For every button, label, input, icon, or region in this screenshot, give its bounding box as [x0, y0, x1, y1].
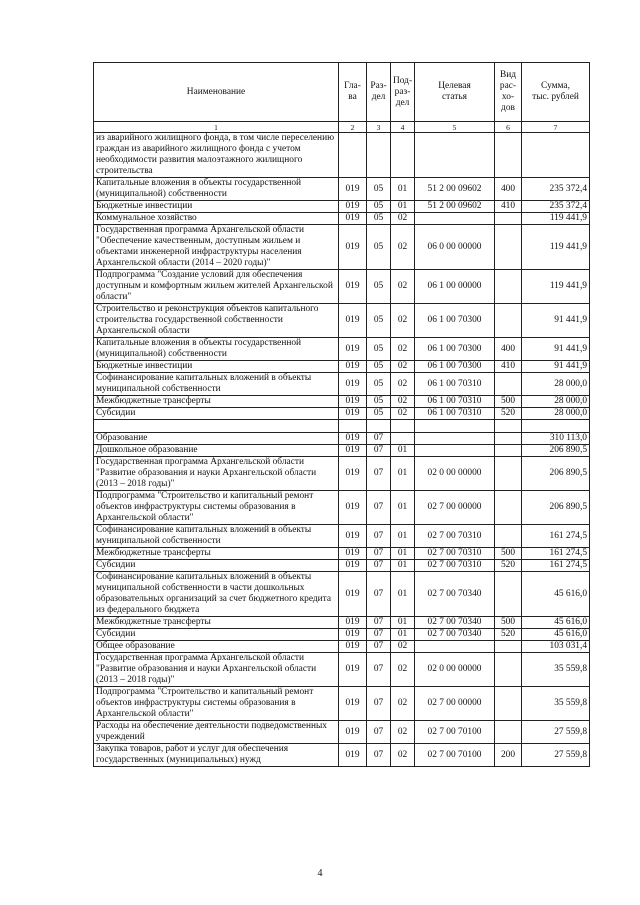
- column-header-line: Целевая: [438, 81, 471, 91]
- row-name: Капитальные вложения в объекты государственной (муниципальной) собственности: [94, 178, 339, 201]
- row-sum: 119 441,9: [522, 225, 590, 270]
- row-target-item: [415, 445, 495, 457]
- row-chapter: 019: [339, 225, 367, 270]
- column-header-line: Под-: [393, 75, 413, 86]
- column-number: 4: [391, 122, 415, 133]
- row-sum: 28 000,0: [522, 373, 590, 396]
- row-section: 07: [367, 617, 391, 629]
- row-expense-type: [495, 270, 522, 304]
- row-expense-type: [495, 373, 522, 396]
- row-sum: 35 559,8: [522, 653, 590, 687]
- row-section: 05: [367, 178, 391, 201]
- row-name: Софинансирование капитальных вложений в объекты муниципальной собственности: [94, 373, 339, 396]
- page-number: 4: [317, 868, 323, 879]
- row-subsection: 02: [391, 373, 415, 396]
- column-number: 7: [522, 122, 590, 133]
- row-expense-type: [495, 653, 522, 687]
- row-name: Государственная программа Архангельской области "Развитие образования и науки Архангельской области (2013 – 2018 годы)": [94, 653, 339, 687]
- row-chapter: 019: [339, 408, 367, 420]
- row-name: Подпрограмма "Создание условий для обеспечения доступным и комфортным жильем жителей Архангельской области": [94, 270, 339, 304]
- budget-table: [93, 62, 590, 767]
- row-subsection: 01: [391, 629, 415, 641]
- row-sum: [522, 133, 590, 178]
- row-target-item: 02 7 00 70340: [415, 617, 495, 629]
- row-chapter: 019: [339, 361, 367, 373]
- column-header: [367, 63, 391, 122]
- row-sum: 91 441,9: [522, 338, 590, 361]
- row-chapter: 019: [339, 270, 367, 304]
- row-subsection: 02: [391, 338, 415, 361]
- row-target-item: 02 0 00 00000: [415, 457, 495, 491]
- table-row: [94, 213, 590, 225]
- table-row: [94, 687, 590, 721]
- row-expense-type: [495, 687, 522, 721]
- column-number: 6: [495, 122, 522, 133]
- row-target-item: 02 7 00 70100: [415, 744, 495, 767]
- column-header: [94, 63, 339, 122]
- row-section: 05: [367, 213, 391, 225]
- column-header-line: раз-: [394, 86, 411, 97]
- table-header: [94, 63, 590, 133]
- row-target-item: [415, 133, 495, 178]
- row-chapter: 019: [339, 687, 367, 721]
- row-expense-type: 400: [495, 178, 522, 201]
- row-target-item: 02 0 00 00000: [415, 653, 495, 687]
- table-row: [94, 225, 590, 270]
- column-header: [522, 63, 590, 122]
- row-expense-type: 410: [495, 361, 522, 373]
- table-body: [94, 133, 590, 767]
- table-row: [94, 373, 590, 396]
- column-header-line: Вид: [499, 70, 517, 80]
- row-sum: 235 372,4: [522, 201, 590, 213]
- row-chapter: 019: [339, 396, 367, 408]
- row-subsection: 02: [391, 653, 415, 687]
- row-subsection: 02: [391, 721, 415, 744]
- row-expense-type: 500: [495, 617, 522, 629]
- table-row: [94, 361, 590, 373]
- row-name: Бюджетные инвестиции: [94, 361, 339, 373]
- row-name: Строительство и реконструкция объектов капитального строительства государственной собственности Архангельской области: [94, 304, 339, 338]
- table-row: [94, 338, 590, 361]
- row-name: из аварийного жилищного фонда, в том числе переселению граждан из аварийного жилищного фонда с учетом необходимости развития малоэтажного жилищного строительства: [94, 133, 339, 178]
- row-sum: 45 616,0: [522, 629, 590, 641]
- column-header-line: хо-: [501, 92, 515, 102]
- table-row: [94, 560, 590, 572]
- row-target-item: 06 1 00 70310: [415, 373, 495, 396]
- table-row: [94, 457, 590, 491]
- table-row: [94, 201, 590, 213]
- row-name: Расходы на обеспечение деятельности подведомственных учреждений: [94, 721, 339, 744]
- column-number-row: [94, 122, 590, 133]
- row-subsection: 01: [391, 457, 415, 491]
- row-expense-type: [495, 491, 522, 525]
- row-subsection: 02: [391, 641, 415, 653]
- table-row: [94, 653, 590, 687]
- row-expense-type: [495, 525, 522, 548]
- row-section: 07: [367, 457, 391, 491]
- row-target-item: 02 7 00 70310: [415, 548, 495, 560]
- row-sum: 119 441,9: [522, 270, 590, 304]
- table-row: [94, 304, 590, 338]
- row-expense-type: 520: [495, 629, 522, 641]
- row-sum: [522, 420, 590, 433]
- row-sum: 206 890,5: [522, 457, 590, 491]
- row-chapter: 019: [339, 653, 367, 687]
- row-section: 07: [367, 525, 391, 548]
- row-subsection: 02: [391, 213, 415, 225]
- row-sum: 45 616,0: [522, 617, 590, 629]
- row-sum: 35 559,8: [522, 687, 590, 721]
- row-target-item: 51 2 00 09602: [415, 201, 495, 213]
- row-section: 07: [367, 491, 391, 525]
- row-name: [94, 420, 339, 433]
- row-sum: 161 274,5: [522, 560, 590, 572]
- row-section: 07: [367, 572, 391, 617]
- row-section: 07: [367, 744, 391, 767]
- row-expense-type: 500: [495, 548, 522, 560]
- table-row: [94, 629, 590, 641]
- header-row: [94, 63, 590, 122]
- row-target-item: 02 7 00 00000: [415, 491, 495, 525]
- row-sum: 27 559,8: [522, 744, 590, 767]
- column-header-line: статья: [442, 92, 467, 102]
- table-row: [94, 270, 590, 304]
- row-chapter: 019: [339, 560, 367, 572]
- row-section: 05: [367, 338, 391, 361]
- row-section: [367, 133, 391, 178]
- row-section: 07: [367, 560, 391, 572]
- row-section: 07: [367, 653, 391, 687]
- row-chapter: 019: [339, 572, 367, 617]
- column-header-line: дов: [501, 103, 515, 113]
- row-chapter: 019: [339, 373, 367, 396]
- row-subsection: 01: [391, 560, 415, 572]
- table-row: [94, 744, 590, 767]
- row-chapter: 019: [339, 641, 367, 653]
- row-section: 07: [367, 445, 391, 457]
- row-target-item: [415, 433, 495, 445]
- table-row: [94, 396, 590, 408]
- column-header: [339, 63, 367, 122]
- row-chapter: 019: [339, 457, 367, 491]
- row-sum: 28 000,0: [522, 408, 590, 420]
- row-chapter: 019: [339, 213, 367, 225]
- row-expense-type: [495, 420, 522, 433]
- row-name: Субсидии: [94, 629, 339, 641]
- row-expense-type: [495, 225, 522, 270]
- row-name: Государственная программа Архангельской области "Обеспечение качественным, доступным жильем и объектами инженерной инфраструктуры населения Архангельской области (2014 – 2020 годы)": [94, 225, 339, 270]
- row-target-item: [415, 213, 495, 225]
- row-sum: 27 559,8: [522, 721, 590, 744]
- row-target-item: 06 0 00 00000: [415, 225, 495, 270]
- table-row: [94, 133, 590, 178]
- column-header-line: Раз-: [370, 81, 387, 91]
- table-row: [94, 420, 590, 433]
- row-chapter: 019: [339, 338, 367, 361]
- row-sum: 28 000,0: [522, 396, 590, 408]
- row-subsection: 01: [391, 445, 415, 457]
- row-name: Межбюджетные трансферты: [94, 548, 339, 560]
- row-name: Бюджетные инвестиции: [94, 201, 339, 213]
- row-section: 05: [367, 225, 391, 270]
- column-header-line: рас-: [499, 81, 517, 91]
- row-subsection: [391, 420, 415, 433]
- row-subsection: 02: [391, 270, 415, 304]
- row-subsection: 01: [391, 491, 415, 525]
- row-target-item: 51 2 00 09602: [415, 178, 495, 201]
- column-number: 2: [339, 122, 367, 133]
- row-subsection: 01: [391, 617, 415, 629]
- row-chapter: 019: [339, 491, 367, 525]
- table-row: [94, 572, 590, 617]
- row-chapter: 019: [339, 201, 367, 213]
- row-expense-type: 410: [495, 201, 522, 213]
- budget-table-sheet: [93, 62, 589, 767]
- row-sum: 161 274,5: [522, 525, 590, 548]
- row-sum: 235 372,4: [522, 178, 590, 201]
- row-subsection: 02: [391, 687, 415, 721]
- row-name: Подпрограмма "Строительство и капитальный ремонт объектов инфраструктуры системы образования в Архангельской области": [94, 491, 339, 525]
- row-chapter: 019: [339, 178, 367, 201]
- column-header-line: Сумма,: [541, 81, 570, 91]
- table-row: [94, 525, 590, 548]
- column-header-line: тыс. рублей: [532, 92, 579, 102]
- row-name: Субсидии: [94, 560, 339, 572]
- row-target-item: 02 7 00 70310: [415, 560, 495, 572]
- row-chapter: 019: [339, 445, 367, 457]
- row-sum: 161 274,5: [522, 548, 590, 560]
- row-subsection: 02: [391, 361, 415, 373]
- row-target-item: 02 7 00 00000: [415, 687, 495, 721]
- row-chapter: 019: [339, 525, 367, 548]
- row-subsection: 02: [391, 408, 415, 420]
- row-sum: 91 441,9: [522, 304, 590, 338]
- column-header: [391, 63, 415, 122]
- column-header: [415, 63, 495, 122]
- row-section: 05: [367, 408, 391, 420]
- row-name: Общее образование: [94, 641, 339, 653]
- row-section: 07: [367, 687, 391, 721]
- row-expense-type: [495, 721, 522, 744]
- column-header-line: дел: [395, 97, 410, 108]
- row-expense-type: [495, 445, 522, 457]
- row-target-item: [415, 420, 495, 433]
- row-target-item: 06 1 00 70300: [415, 304, 495, 338]
- row-expense-type: [495, 433, 522, 445]
- row-subsection: 02: [391, 225, 415, 270]
- row-section: 05: [367, 201, 391, 213]
- row-target-item: 06 1 00 70310: [415, 396, 495, 408]
- row-expense-type: 520: [495, 560, 522, 572]
- row-name: Подпрограмма "Строительство и капитальный ремонт объектов инфраструктуры системы образования в Архангельской области": [94, 687, 339, 721]
- row-chapter: 019: [339, 617, 367, 629]
- table-row: [94, 433, 590, 445]
- table-row: [94, 178, 590, 201]
- row-target-item: 02 7 00 70340: [415, 572, 495, 617]
- row-expense-type: [495, 213, 522, 225]
- row-subsection: 01: [391, 572, 415, 617]
- column-number: 1: [94, 122, 339, 133]
- row-section: 07: [367, 548, 391, 560]
- column-number: 5: [415, 122, 495, 133]
- row-section: 05: [367, 396, 391, 408]
- row-subsection: 01: [391, 201, 415, 213]
- row-chapter: 019: [339, 548, 367, 560]
- column-header: [495, 63, 522, 122]
- row-sum: 45 616,0: [522, 572, 590, 617]
- row-sum: 206 890,5: [522, 491, 590, 525]
- row-chapter: 019: [339, 721, 367, 744]
- row-target-item: 02 7 00 70100: [415, 721, 495, 744]
- row-target-item: 02 7 00 70310: [415, 525, 495, 548]
- row-name: Субсидии: [94, 408, 339, 420]
- row-section: 07: [367, 433, 391, 445]
- table-row: [94, 617, 590, 629]
- row-name: Государственная программа Архангельской области "Развитие образования и науки Архангельской области (2013 – 2018 годы)": [94, 457, 339, 491]
- row-expense-type: [495, 641, 522, 653]
- row-expense-type: 200: [495, 744, 522, 767]
- row-name: Коммунальное хозяйство: [94, 213, 339, 225]
- row-name: Образование: [94, 433, 339, 445]
- row-sum: 310 113,0: [522, 433, 590, 445]
- row-expense-type: [495, 457, 522, 491]
- row-subsection: 02: [391, 304, 415, 338]
- row-target-item: 06 1 00 70300: [415, 361, 495, 373]
- row-subsection: [391, 433, 415, 445]
- row-subsection: 01: [391, 525, 415, 548]
- row-name: Межбюджетные трансферты: [94, 396, 339, 408]
- row-chapter: [339, 133, 367, 178]
- row-section: 07: [367, 721, 391, 744]
- row-expense-type: [495, 572, 522, 617]
- row-chapter: [339, 420, 367, 433]
- row-name: Межбюджетные трансферты: [94, 617, 339, 629]
- row-target-item: 06 1 00 00000: [415, 270, 495, 304]
- row-expense-type: [495, 304, 522, 338]
- row-sum: 103 031,4: [522, 641, 590, 653]
- row-section: 05: [367, 304, 391, 338]
- row-section: 05: [367, 270, 391, 304]
- row-subsection: 01: [391, 178, 415, 201]
- row-chapter: 019: [339, 433, 367, 445]
- row-target-item: [415, 641, 495, 653]
- column-number: 3: [367, 122, 391, 133]
- row-chapter: 019: [339, 629, 367, 641]
- row-section: [367, 420, 391, 433]
- row-target-item: 06 1 00 70310: [415, 408, 495, 420]
- row-chapter: 019: [339, 744, 367, 767]
- column-header-line: ва: [348, 92, 357, 102]
- table-row: [94, 445, 590, 457]
- table-row: [94, 408, 590, 420]
- row-target-item: 02 7 00 70340: [415, 629, 495, 641]
- row-section: 07: [367, 641, 391, 653]
- row-expense-type: 500: [495, 396, 522, 408]
- row-sum: 206 890,5: [522, 445, 590, 457]
- row-subsection: 02: [391, 396, 415, 408]
- row-name: Закупка товаров, работ и услуг для обеспечения государственных (муниципальных) нужд: [94, 744, 339, 767]
- row-subsection: 02: [391, 744, 415, 767]
- table-row: [94, 491, 590, 525]
- row-expense-type: [495, 133, 522, 178]
- row-name: Софинансирование капитальных вложений в объекты муниципальной собственности: [94, 525, 339, 548]
- row-target-item: 06 1 00 70300: [415, 338, 495, 361]
- table-row: [94, 721, 590, 744]
- row-name: Софинансирование капитальных вложений в объекты муниципальной собственности в части дошкольных образовательных организаций за счет бюджетного кредита из федерального бюджета: [94, 572, 339, 617]
- column-header-line: Наименование: [186, 86, 246, 97]
- column-header-line: дел: [371, 92, 386, 102]
- row-expense-type: 520: [495, 408, 522, 420]
- row-expense-type: 400: [495, 338, 522, 361]
- row-chapter: 019: [339, 304, 367, 338]
- row-sum: 91 441,9: [522, 361, 590, 373]
- row-section: 05: [367, 361, 391, 373]
- row-name: Капитальные вложения в объекты государственной (муниципальной) собственности: [94, 338, 339, 361]
- row-sum: 119 441,9: [522, 213, 590, 225]
- table-row: [94, 548, 590, 560]
- row-subsection: [391, 133, 415, 178]
- row-name: Дошкольное образование: [94, 445, 339, 457]
- row-section: 07: [367, 629, 391, 641]
- row-section: 05: [367, 373, 391, 396]
- row-subsection: 01: [391, 548, 415, 560]
- table-row: [94, 641, 590, 653]
- column-header-line: Гла-: [344, 81, 361, 91]
